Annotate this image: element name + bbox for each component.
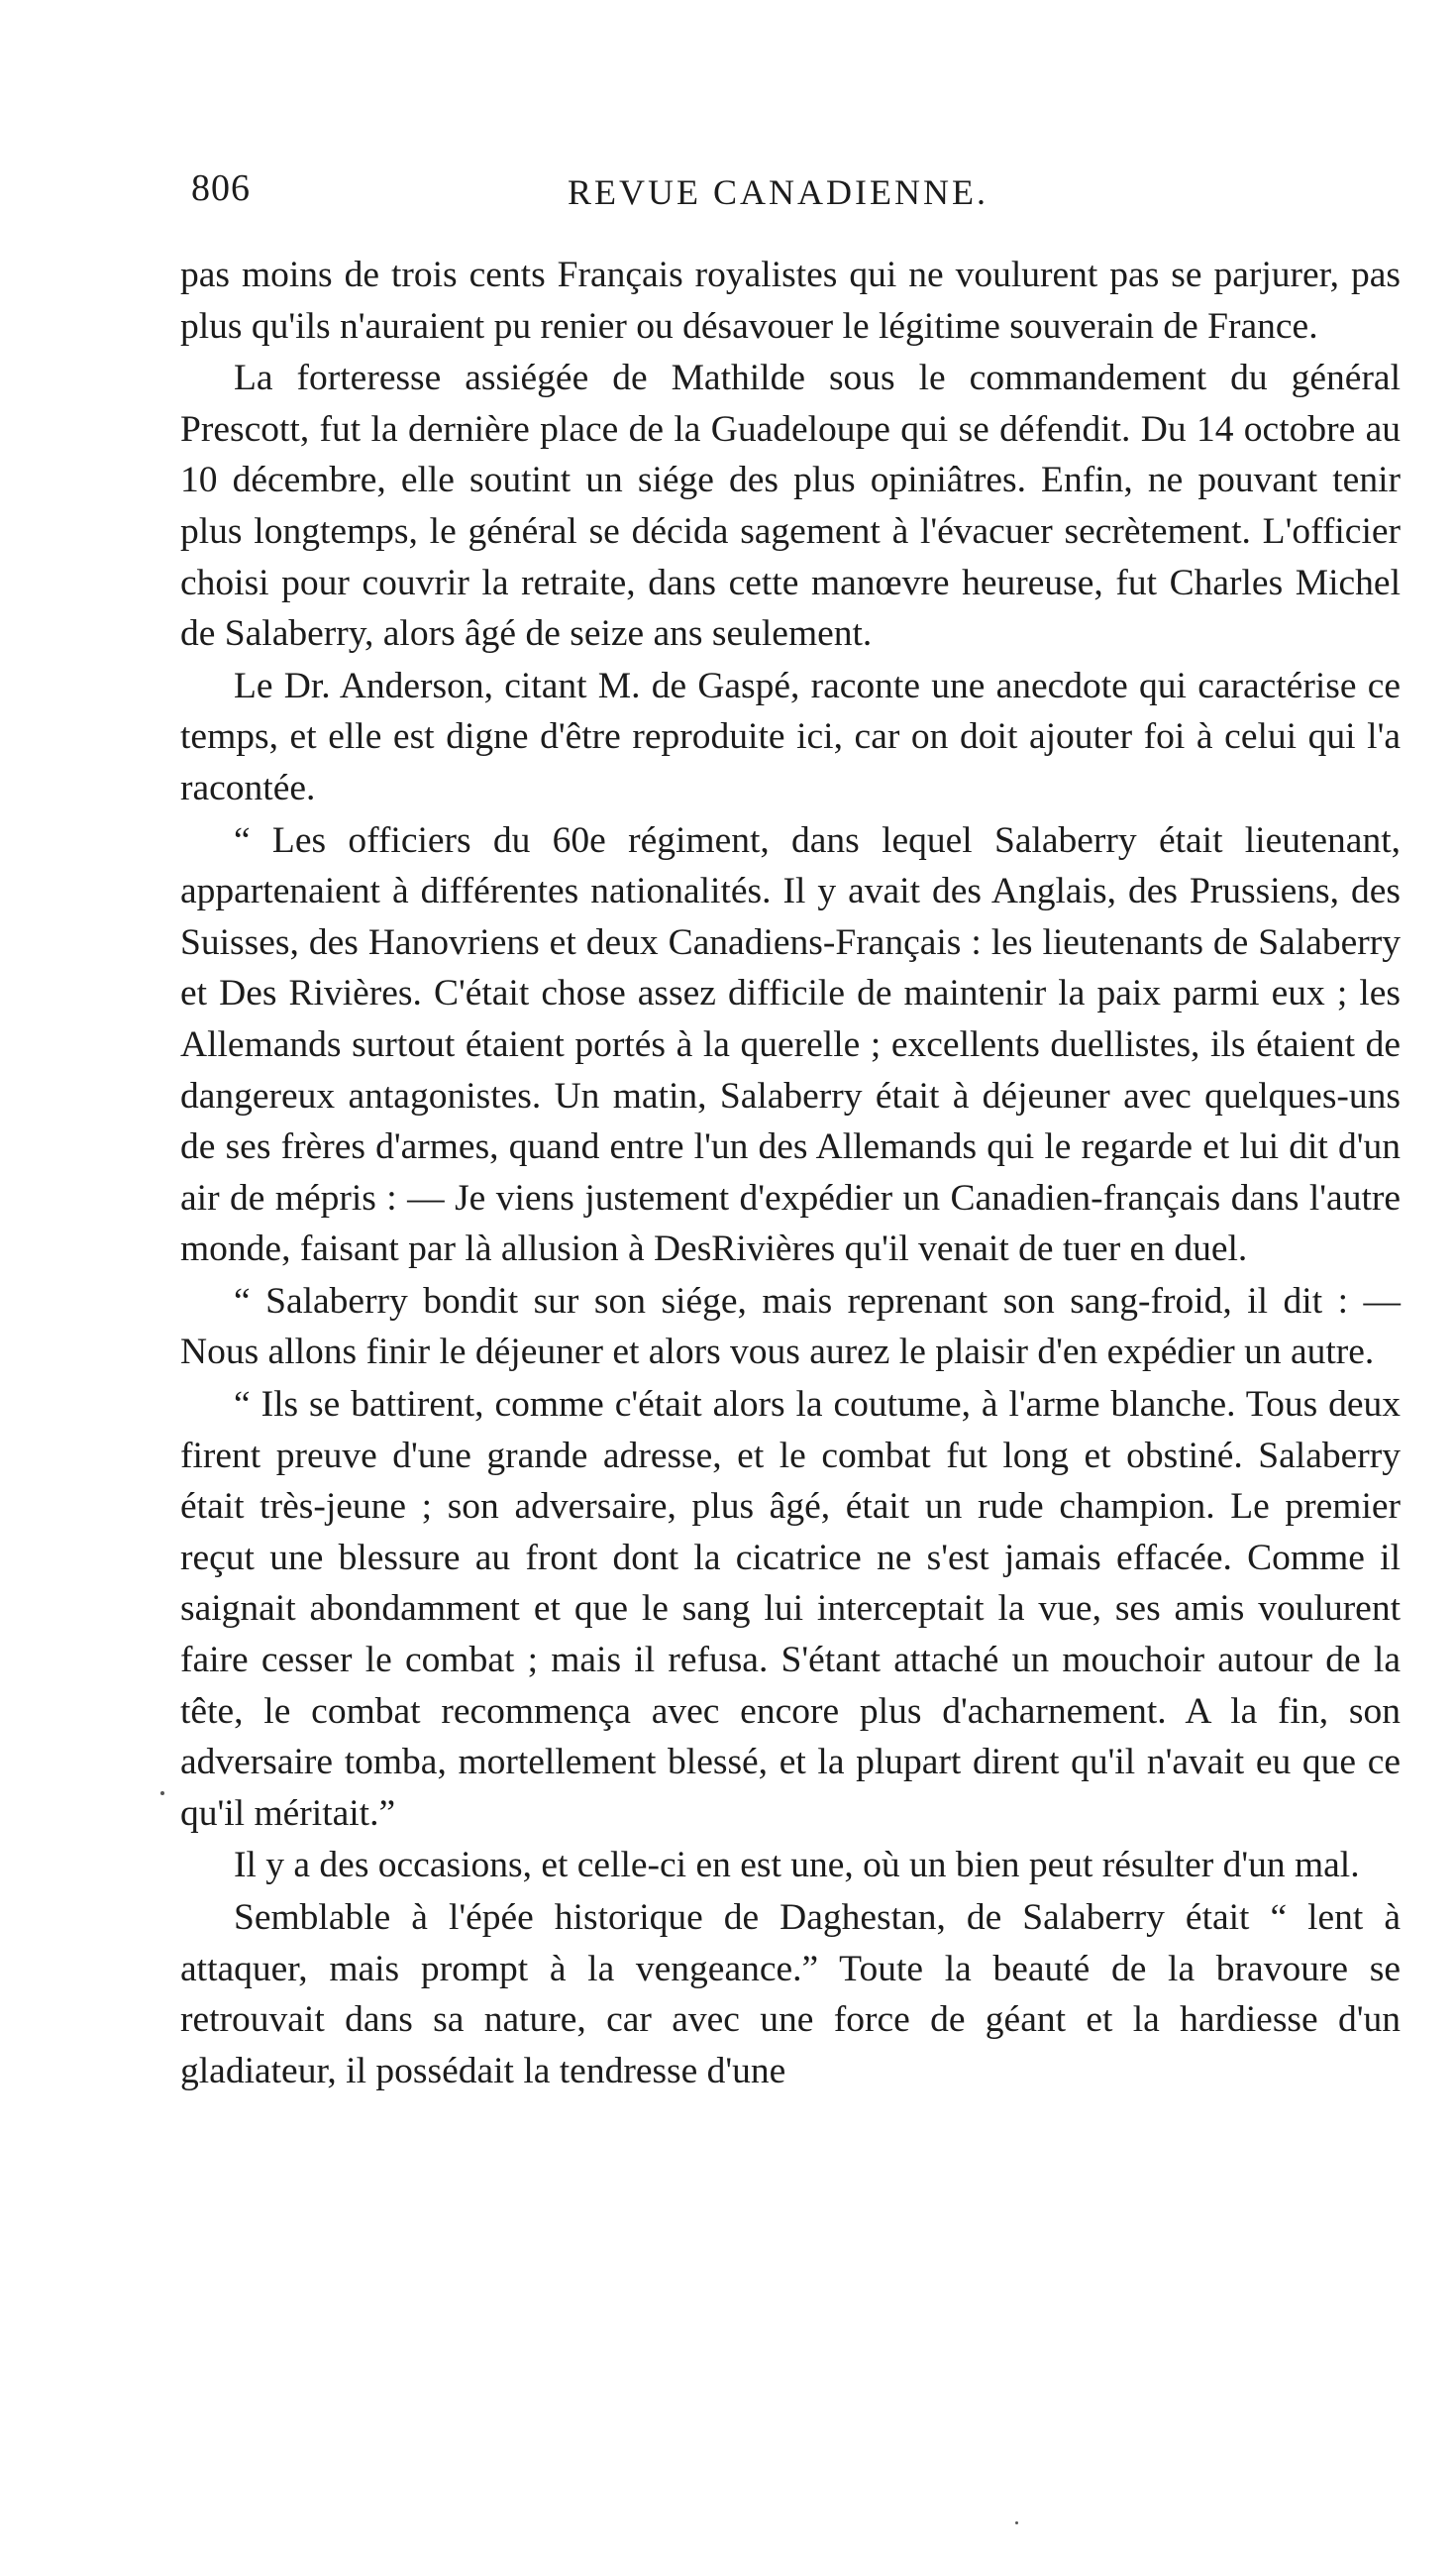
print-speck <box>160 1791 164 1795</box>
paragraph: Il y a des occasions, et celle-ci en est une, où un bien peut résulter d'un mal. <box>234 1845 1360 1886</box>
paragraph-continued: pas moins de trois cents Français royalistes qui ne voulurent pas se parjurer, pas plus qu'ils n'auraient pu renier ou désavouer le légitime souverain de France. <box>180 255 1401 347</box>
page-number: 806 <box>191 167 251 209</box>
running-head <box>191 166 1395 226</box>
print-speck <box>1015 2521 1018 2524</box>
body-text <box>180 250 1401 2097</box>
paragraph: La forteresse assiégée de Mathilde sous le commandement du général Prescott, fut la dernière place de la Guadeloupe qui se défendit. Du 14 octobre au 10 décembre, elle soutint un siége des plus opiniâtres. Enfin, ne pouvant tenir plus longtemps, le général se décida sagement à l'évacuer secrètement. L'officier choisi pour couvrir la retraite, dans cette manœvre heureuse, fut Charles Michel de Salaberry, alors âgé de seize ans seulement. <box>180 358 1401 655</box>
paragraph-quote: “ Salaberry bondit sur son siége, mais reprenant son sang-froid, il dit : — Nous allons finir le déjeuner et alors vous aurez le plaisir d'en expédier un autre. <box>180 1280 1401 1373</box>
paragraph-quote: “ Les officiers du 60e régiment, dans lequel Salaberry était lieutenant, appartenaient à différentes nationalités. Il y avait des Anglais, des Prussiens, des Suisses, des Hanovriens et deux Canadiens-Français : les lieutenants de Salaberry et Des Rivières. C'était chose assez difficile de maintenir la paix parmi eux ; les Allemands surtout étaient portés à la querelle ; excellents duellistes, ils étaient de dangereux antagonistes. Un matin, Salaberry était à déjeuner avec quelques-uns de ses frères d'armes, quand entre l'un des Allemands qui le regarde et lui dit d'un air de mépris : — Je viens justement d'expédier un Canadien-français dans l'autre monde, faisant par là allusion à DesRivières qu'il venait de tuer en duel. <box>180 819 1401 1270</box>
paragraph-quote: “ Ils se battirent, comme c'était alors la coutume, à l'arme blanche. Tous deux firent preuve d'une grande adresse, et le combat fut long et obstiné. Salaberry était très-jeune ; son adversaire, plus âgé, était un rude champion. Le premier reçut une blessure au front dont la cicatrice ne s'est jamais effacée. Comme il saignait abondamment et que le sang lui interceptait la vue, ses amis voulurent faire cesser le combat ; mais il refusa. S'étant attaché un mouchoir autour de la tête, le combat recommença avec encore plus d'acharnement. A la fin, son adversaire tomba, mortellement blessé, et la plupart dirent qu'il n'avait eu que ce qu'il méritait.” <box>180 1384 1401 1834</box>
paragraph: Semblable à l'épée historique de Daghestan, de Salaberry était “ lent à attaquer, mais prompt à la vengeance.” Toute la beauté de la bravoure se retrouvait dans sa nature, car avec une force de géant et la hardiesse d'un gladiateur, il possédait la tendresse d'une <box>180 1897 1401 2091</box>
journal-title: REVUE CANADIENNE. <box>568 172 988 212</box>
paragraph: Le Dr. Anderson, citant M. de Gaspé, raconte une anecdote qui caractérise ce temps, et elle est digne d'être reproduite ici, car on doit ajouter foi à celui qui l'a racontée. <box>180 665 1401 808</box>
